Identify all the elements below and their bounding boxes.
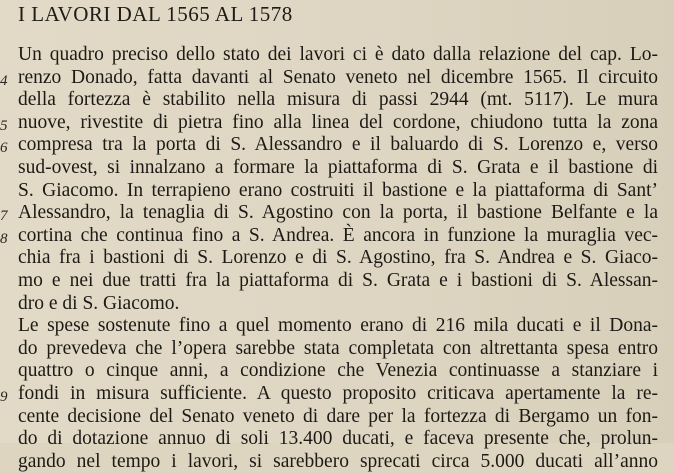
line-text: quattro o cinque anni, a condizione che Venezia continuasse a stanziare i <box>18 360 658 382</box>
line-text: do prevedeva che l’opera sarebbe stata completata con altrettanta spesa entro <box>18 337 658 359</box>
line-text: Le spese sostenute fino a quel momento erano di 216 mila ducati e il Dona- <box>18 315 658 337</box>
text-line <box>18 451 658 473</box>
line-text: nuove, rivestite di pietra fino alla linea del cordone, chiudono tutta la zona <box>18 111 658 133</box>
margin-note-number: 8 <box>0 230 8 247</box>
text-line <box>0 224 658 248</box>
line-text: chia fra i bastioni di S. Lorenzo e di S. Agostino, fra S. Andrea e S. Giaco- <box>18 247 658 269</box>
line-text: cortina che continua fino a S. Andrea. È ancora in funzione la muraglia vec- <box>18 224 658 246</box>
text-line <box>0 66 658 90</box>
line-text: compresa tra la porta di S. Alessandro e il baluardo di S. Lorenzo e, verso <box>18 134 658 156</box>
text-line <box>18 338 658 361</box>
text-line <box>18 44 658 67</box>
text-line <box>0 134 658 157</box>
text-line <box>0 111 658 135</box>
margin-note-number: 7 <box>0 208 8 225</box>
margin-note-number: 9 <box>0 388 8 405</box>
text-line <box>18 180 658 203</box>
text-line <box>18 315 658 338</box>
body-text <box>0 44 658 473</box>
line-text: mo e nei due tratti fra la piattaforma di S. Grata e i bastioni di S. Alessan- <box>18 269 658 291</box>
line-text: S. Giacomo. In terrapieno erano costruiti il bastione e la piattaforma di Sant’ <box>18 179 658 201</box>
line-text: renzo Donado, fatta davanti al Senato veneto nel dicembre 1565. Il circuito <box>18 66 658 88</box>
text-line <box>0 202 658 225</box>
line-text: fondi in misura sufficiente. A questo proposito criticava apertamente la re- <box>18 382 658 404</box>
line-text: dro e di S. Giacomo. <box>18 292 180 314</box>
text-line <box>18 360 658 383</box>
line-text: Un quadro preciso dello stato dei lavori ci è dato dalla relazione del cap. Lo- <box>18 44 658 65</box>
section-heading: I LAVORI DAL 1565 AL 1578 <box>18 2 293 26</box>
text-line <box>18 293 658 316</box>
text-line <box>18 428 658 451</box>
text-line <box>18 89 658 112</box>
text-line <box>18 157 658 180</box>
margin-note-number: 5 <box>0 117 8 134</box>
text-line <box>18 247 658 270</box>
line-text: gando nel tempo i lavori, si sarebbero sprecati circa 5.000 ducati all’anno <box>18 450 658 472</box>
text-line <box>18 406 658 429</box>
line-text: do di dotazione annuo di soli 13.400 ducati, e faceva presente che, prolun- <box>18 428 658 450</box>
line-text: della fortezza è stabilito nella misura di passi 2944 (mt. 5117). Le mura <box>18 89 658 111</box>
text-line <box>18 270 658 293</box>
line-text: sud-ovest, si innalzano a formare la piattaforma di S. Grata e il bastione di <box>18 156 658 178</box>
text-line <box>0 382 658 406</box>
margin-note-number: 4 <box>0 72 8 89</box>
line-text: Alessandro, la tenaglia di S. Agostino con la porta, il bastione Belfante e la <box>18 202 658 224</box>
line-text: cente decisione del Senato veneto di dare per la fortezza di Bergamo un fon- <box>18 405 658 427</box>
margin-note-number: 6 <box>0 140 8 157</box>
